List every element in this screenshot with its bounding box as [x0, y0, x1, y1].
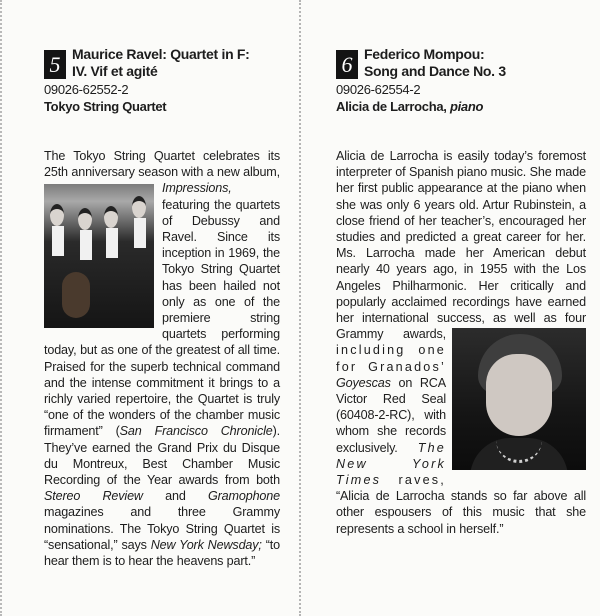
tokyo-string-quartet-photo — [44, 184, 154, 328]
closing-quote: “to hear them is to hear the heavens part.” — [44, 537, 280, 569]
track-5-description — [44, 148, 280, 569]
and-word: and — [165, 489, 186, 504]
label-text: on RCA Victor Red Seal (60408-2-RC), with whom she records exclusively. — [336, 375, 446, 455]
performer-name — [336, 98, 586, 115]
left-edge-divider — [0, 0, 6, 616]
source-gramophone: Gramophone — [207, 489, 280, 504]
album-title: Goyescas — [336, 375, 391, 390]
track-title-line-1: Federico Mompou: — [364, 46, 485, 62]
source-nyt: The New York Times — [336, 440, 446, 488]
track-5-header — [44, 46, 280, 115]
performer-name: Tokyo String Quartet — [44, 99, 167, 114]
track-6-header — [336, 46, 586, 115]
alicia-de-larrocha-photo — [452, 328, 586, 470]
track-title-line-1: Maurice Ravel: Quartet in F: — [72, 46, 250, 62]
track-title-line-2: IV. Vif et agité — [72, 63, 158, 79]
raves-word: raves, — [398, 473, 446, 488]
source-newsday: New York Newsday; — [150, 537, 262, 552]
source-stereo-review: Stereo Review — [44, 489, 143, 504]
catalog-number: 09026-62552-2 — [44, 82, 129, 97]
track-number-badge: 6 — [336, 50, 358, 79]
album-title: Impressions, — [162, 181, 232, 196]
para-intro: Alicia de Larrocha is easily today’s foremost interpreter of Spanish piano music. She made her first public appearance at the piano when she was only 6 years old. Artur Rubinstein, a close friend of her teacher’s, encouraged her studies and predicted a great career for her. Ms. Larrocha made her American debut nearly 40 years ago, in 1955 with the Los Angeles Philharmonic. Her critically and popularly acclaimed recordings have earned her international success, as well as four Grammy awards, — [336, 149, 586, 342]
para-body: featuring the quartets of Debussy and Ravel. Since its inception in 1969, the Tokyo String Quartet has been hailed not only as one of the premiere string quartets performing today, but as one of the greatest of all time. Praised for the superb technical command and the intense commitment it brings to a richly varied repertoire, the Quartet is truly “one of the wonders of the chamber music firmament” ( — [44, 197, 280, 439]
para-mid: ). They’ve earned the Grand Prix du Disque du Montreux, Best Chamber Music Recording of the Year awards from both — [44, 424, 280, 488]
grammy-text: including one for Granados’ — [336, 343, 446, 374]
track-title — [72, 46, 280, 80]
source-chronicle: San Francisco Chronicle — [119, 424, 273, 439]
para-intro: The Tokyo String Quartet celebrates its 25th anniversary season with a new album, — [44, 149, 280, 180]
track-title — [364, 46, 586, 80]
para-end: magazines and three Grammy nominations. The Tokyo String Quartet is “sensational,” says — [44, 505, 280, 552]
performer-name-text: Alicia de Larrocha, — [336, 99, 447, 114]
catalog-number: 09026-62554-2 — [336, 82, 421, 97]
track-6-description — [336, 148, 586, 537]
performer-instrument: piano — [449, 99, 484, 114]
center-fold-divider — [299, 0, 301, 616]
track-title-line-2: Song and Dance No. 3 — [364, 63, 506, 79]
track-number-badge: 5 — [44, 50, 66, 79]
closing-quote: “Alicia de Larrocha stands so far above all other espousers of this music that she represents a school in herself.” — [336, 489, 586, 536]
